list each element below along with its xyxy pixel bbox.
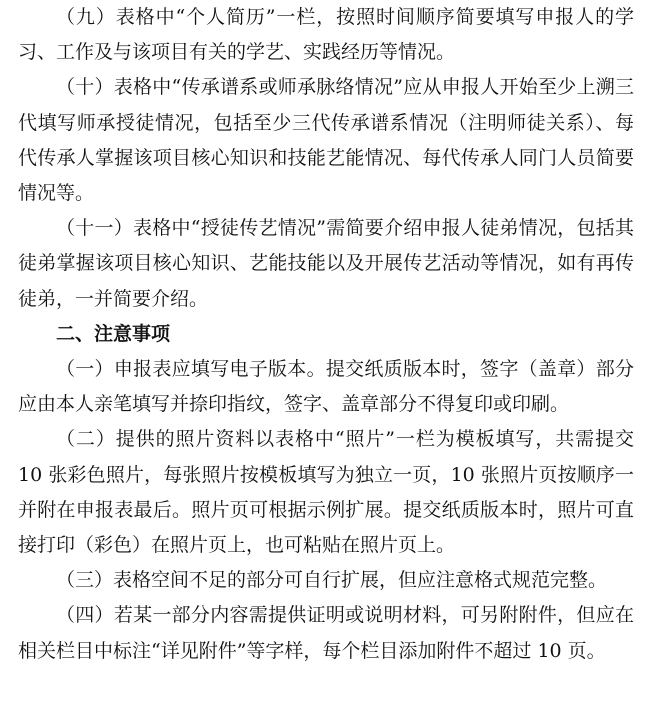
section-heading-notes: 二、注意事项 [56, 322, 171, 345]
note-item-4: （四）若某一部分内容需提供证明或说明材料，可另附附件，但应在相关栏目中标注“详见附件”等字样，每个栏目添加附件不超过 10 页。 [18, 604, 634, 662]
paragraph-item-11: （十一）表格中“授徒传艺情况”需简要介绍申报人徒弟情况，包括其徒弟掌握该项目核心知识、艺能技能以及开展传艺活动等情况，如有再传徒弟，一并简要介绍。 [18, 217, 634, 310]
note-item-2: （二）提供的照片资料以表格中“照片”一栏为模板填写，共需提交 10 张彩色照片，每张照片按模板填写为独立一页，10 张照片页按顺序一并附在申报表最后。照片页可根据示例扩展。提交纸质版本时，照片可直接打印（彩色）在照片页上，也可粘贴在照片页上。 [18, 428, 634, 557]
note-item-3: （三）表格空间不足的部分可自行扩展，但应注意格式规范完整。 [56, 569, 608, 592]
paragraph-item-9: （九）表格中“个人简历”一栏，按照时间顺序简要填写申报人的学习、工作及与该项目有关的学艺、实践经历等情况。 [18, 6, 634, 64]
paragraph-item-10: （十）表格中“传承谱系或师承脉络情况”应从申报人开始至少上溯三代填写师承授徒情况，包括至少三代传承谱系情况（注明师徒关系）、每代传承人掌握该项目核心知识和技能艺能情况、每代传承人同门人员简要情况等。 [18, 76, 634, 205]
note-item-1: （一）申报表应填写电子版本。提交纸质版本时，签字（盖章）部分应由本人亲笔填写并捺印指纹，签字、盖章部分不得复印或印刷。 [18, 358, 634, 416]
